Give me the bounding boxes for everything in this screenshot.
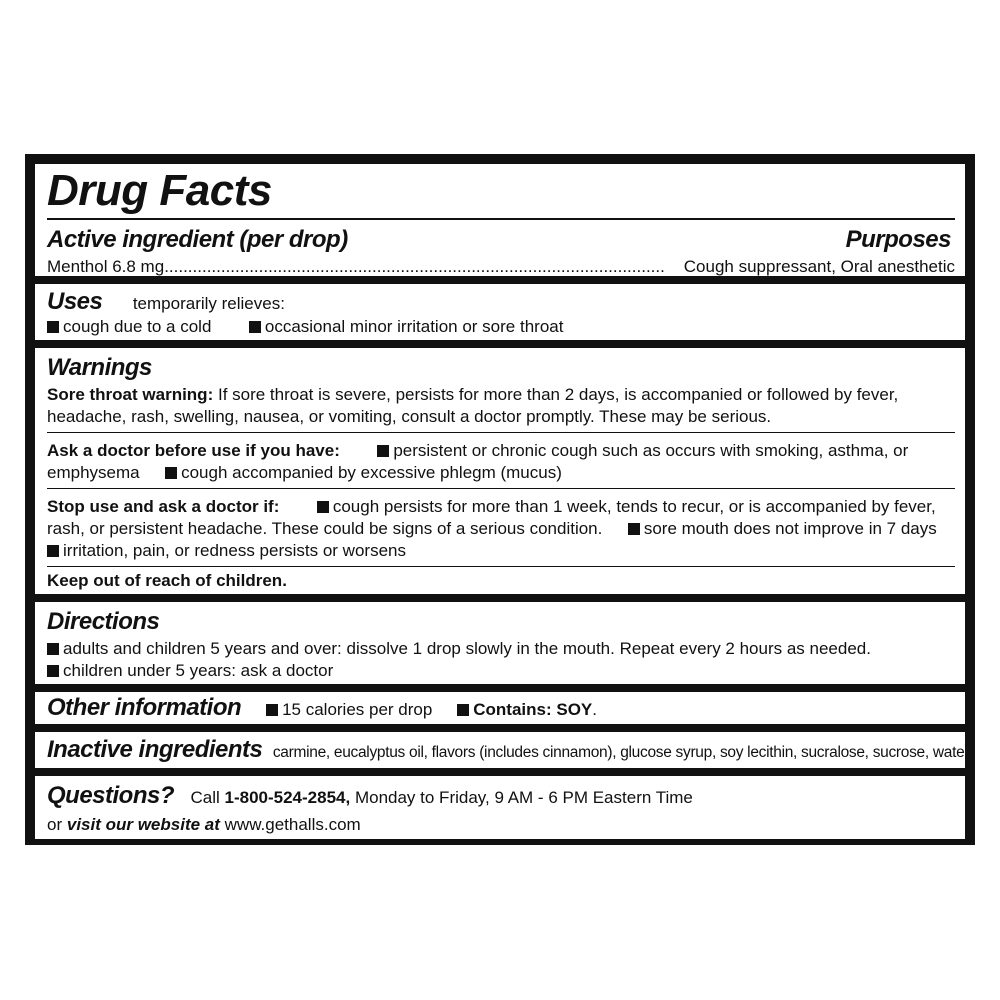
- directions-section: [35, 602, 965, 684]
- ask-doctor-label: Ask a doctor before use if you have:: [47, 441, 340, 460]
- warnings-section: [35, 348, 965, 594]
- questions-heading: Questions?: [47, 782, 175, 809]
- purposes-heading: Purposes: [845, 226, 951, 253]
- warnings-heading: Warnings: [47, 354, 152, 381]
- warnings-rule-1: [47, 432, 955, 433]
- uses-heading: Uses: [47, 288, 103, 315]
- hours-text: Monday to Friday, 9 AM - 6 PM Eastern Time: [354, 788, 693, 807]
- sore-throat-text1: If sore throat is severe, persists for more than 2 days, is accompanied or followed by fever,: [217, 385, 899, 404]
- sore-throat-line1: [47, 384, 955, 406]
- bullet-icon: [249, 321, 261, 333]
- stop-use-line2: [47, 518, 955, 540]
- or-text: or: [47, 815, 63, 834]
- ingredient-purpose: Cough suppressant, Oral anesthetic: [683, 257, 955, 276]
- other-item-2-end: .: [592, 700, 597, 719]
- other-info-section: [35, 692, 965, 724]
- other-info-heading: Other information: [47, 694, 242, 721]
- uses-item-1: cough due to a cold: [63, 317, 212, 336]
- call-prefix: Call: [190, 788, 220, 807]
- bullet-icon: [165, 467, 177, 479]
- drug-facts-panel: [25, 154, 975, 845]
- directions-heading: Directions: [47, 608, 160, 635]
- directions-item-2: children under 5 years: ask a doctor: [63, 661, 334, 680]
- directions-item-2-row: [47, 660, 955, 682]
- bullet-icon: [628, 523, 640, 535]
- bullet-icon: [457, 704, 469, 716]
- inactive-text: carmine, eucalyptus oil, flavors (includes cinnamon), glucose syrup, soy lecithin, sucralose, sucrose, water: [272, 744, 970, 761]
- bullet-icon: [47, 545, 59, 557]
- bullet-icon: [47, 321, 59, 333]
- stop-item1-text1: cough persists for more than 1 week, tends to recur, or is accompanied by fever,: [332, 497, 936, 516]
- stop-item3-text: irritation, pain, or redness persists or worsens: [63, 541, 406, 560]
- directions-item-1: adults and children 5 years and over: dissolve 1 drop slowly in the mouth. Repeat every 2 hours as needed.: [63, 639, 871, 658]
- phone-number: 1-800-524-2854,: [224, 788, 351, 807]
- other-item-1: 15 calories per drop: [282, 700, 433, 719]
- title-rule: [47, 218, 955, 220]
- bullet-icon: [47, 643, 59, 655]
- other-item-2: Contains: SOY: [473, 700, 593, 719]
- drug-facts-title: Drug Facts: [47, 166, 272, 215]
- website-link[interactable]: www.gethalls.com: [224, 815, 361, 834]
- ingredient-row: [47, 256, 955, 278]
- ask-item1-text1: persistent or chronic cough such as occurs with smoking, asthma, or: [393, 441, 909, 460]
- bullet-icon: [47, 665, 59, 677]
- stop-use-label: Stop use and ask a doctor if:: [47, 497, 280, 516]
- active-ingredient-heading: Active ingredient (per drop): [47, 226, 348, 253]
- sore-throat-label: Sore throat warning:: [47, 385, 214, 404]
- questions-section: [35, 776, 965, 839]
- warnings-rule-3: [47, 566, 955, 567]
- questions-row: [47, 782, 955, 810]
- uses-heading-row: [47, 288, 955, 316]
- bullet-icon: [377, 445, 389, 457]
- ask-item1-text2: emphysema: [47, 463, 140, 482]
- keep-out-line: [47, 570, 955, 592]
- bullet-icon: [317, 501, 329, 513]
- leader-dots: ..........................................................................................................: [164, 257, 665, 276]
- visit-label: visit our website at: [66, 815, 220, 834]
- ask-item2-text: cough accompanied by excessive phlegm (mucus): [181, 463, 562, 482]
- stop-item2-text: sore mouth does not improve in 7 days: [643, 519, 937, 538]
- bullet-icon: [266, 704, 278, 716]
- ingredient-name: Menthol 6.8 mg: [47, 257, 165, 276]
- stop-item1-text2: rash, or persistent headache. These could be signs of a serious condition.: [47, 519, 603, 538]
- directions-item-1-row: [47, 638, 955, 660]
- other-info-row: [47, 694, 955, 722]
- inactive-row: [47, 736, 970, 764]
- sore-throat-text2: headache, rash, swelling, nausea, or vomiting, consult a doctor promptly. These may be serious.: [47, 407, 772, 426]
- active-ingredient-section: [35, 164, 965, 276]
- stop-use-line1: [47, 496, 955, 518]
- uses-section: [35, 284, 965, 340]
- inactive-heading: Inactive ingredients: [47, 736, 263, 763]
- ask-doctor-line2: [47, 462, 955, 484]
- ask-doctor-line1: [47, 440, 955, 462]
- uses-intro: temporarily relieves:: [132, 294, 285, 313]
- inactive-section: [35, 732, 970, 768]
- warnings-rule-2: [47, 488, 955, 489]
- website-row: [47, 814, 955, 836]
- stop-use-line3: [47, 540, 955, 562]
- uses-item-2: occasional minor irritation or sore throat: [264, 317, 564, 336]
- keep-out-text: Keep out of reach of children.: [47, 571, 287, 590]
- uses-items: [47, 316, 955, 338]
